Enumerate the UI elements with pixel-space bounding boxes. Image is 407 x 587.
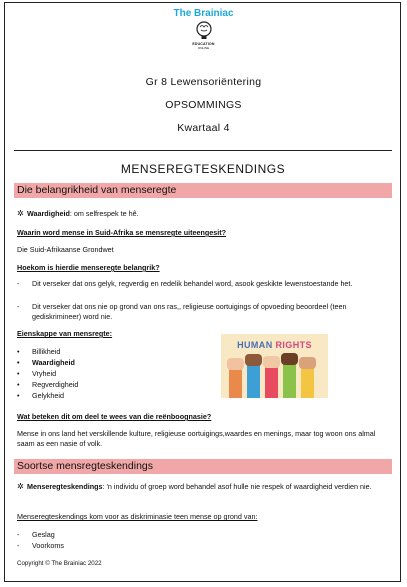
brand-subtagline: ONLINE bbox=[197, 46, 210, 50]
question-where-rights: Waarin word mense in Suid-Afrika se mensregte uiteengesit? bbox=[17, 228, 227, 237]
subject-title: Gr 8 Lewensoriëntering bbox=[145, 76, 262, 88]
brand-name: The Brainiac bbox=[173, 8, 234, 19]
page-border bbox=[4, 2, 401, 582]
list-item: • Waardigheid bbox=[17, 358, 75, 367]
section-heading: MENSEREGTESKENDINGS bbox=[120, 162, 286, 176]
question-properties: Eienskappe van mensregte: bbox=[17, 329, 113, 338]
section-bar-violations: Soortse mensregteskendings bbox=[14, 459, 392, 474]
divider bbox=[14, 150, 392, 151]
list-item: • Vryheid bbox=[17, 369, 57, 378]
violation-lead: Menseregteskendings kom voor as diskriminasie teen mense op grond van: bbox=[17, 512, 258, 521]
term-title: Kwartaal 4 bbox=[177, 122, 230, 134]
human-rights-image-title: HUMAN RIGHTS bbox=[237, 340, 312, 350]
list-item: • Regverdigheid bbox=[17, 380, 79, 389]
doc-type-title: OPSOMMINGS bbox=[165, 99, 242, 111]
list-item: • Billikheid bbox=[17, 347, 61, 356]
list-item: • Gelykheid bbox=[17, 391, 64, 400]
section-bar-importance: Die belangrikheid van menseregte bbox=[14, 183, 392, 198]
lightbulb-logo-icon bbox=[193, 21, 215, 41]
list-item: - Dit verseker dat ons nie op grond van ons ras,, religieuse oortuigings of opvoeding beoordeel (teen gediskrimineer) word nie. bbox=[17, 302, 347, 321]
question-rainbow-nation: Wat beteken dit om deel te wees van die reënboognasie? bbox=[17, 412, 212, 421]
answer-rainbow-nation: Mense in ons land het verskillende kulture, religieuse oortuigings,waardes en menings, maar tog woon ons almal saam as een nasie of volk. bbox=[17, 429, 376, 448]
human-rights-image bbox=[221, 334, 328, 398]
question-why-important: Hoekom is hierdie menseregte belangrik? bbox=[17, 263, 160, 272]
violation-definition: ✲ Menseregteskendings: 'n individu of groep word behandel asof hulle nie respek of waardigheid verdien nie. bbox=[17, 482, 372, 491]
sparkle-icon: ✲ bbox=[17, 209, 24, 218]
dignity-definition: ✲ Waardigheid: om selfrespek te hê. bbox=[17, 209, 139, 218]
list-item: - Dit verseker dat ons gelyk, regverdig en redelik behandel word, asook geskikte lewenstoestande het. bbox=[17, 279, 353, 288]
brand-tagline: EDUCATION bbox=[192, 42, 215, 46]
list-item: - Geslag bbox=[17, 530, 55, 539]
sparkle-icon: ✲ bbox=[17, 482, 24, 491]
copyright-footer: Copyright © The Brainiac 2022 bbox=[17, 560, 102, 567]
brand-header bbox=[0, 8, 407, 50]
list-item: - Voorkoms bbox=[17, 541, 64, 550]
raised-fists-icon bbox=[221, 334, 328, 398]
answer-constitution: Die Suid-Afrikaanse Grondwet bbox=[17, 245, 114, 254]
